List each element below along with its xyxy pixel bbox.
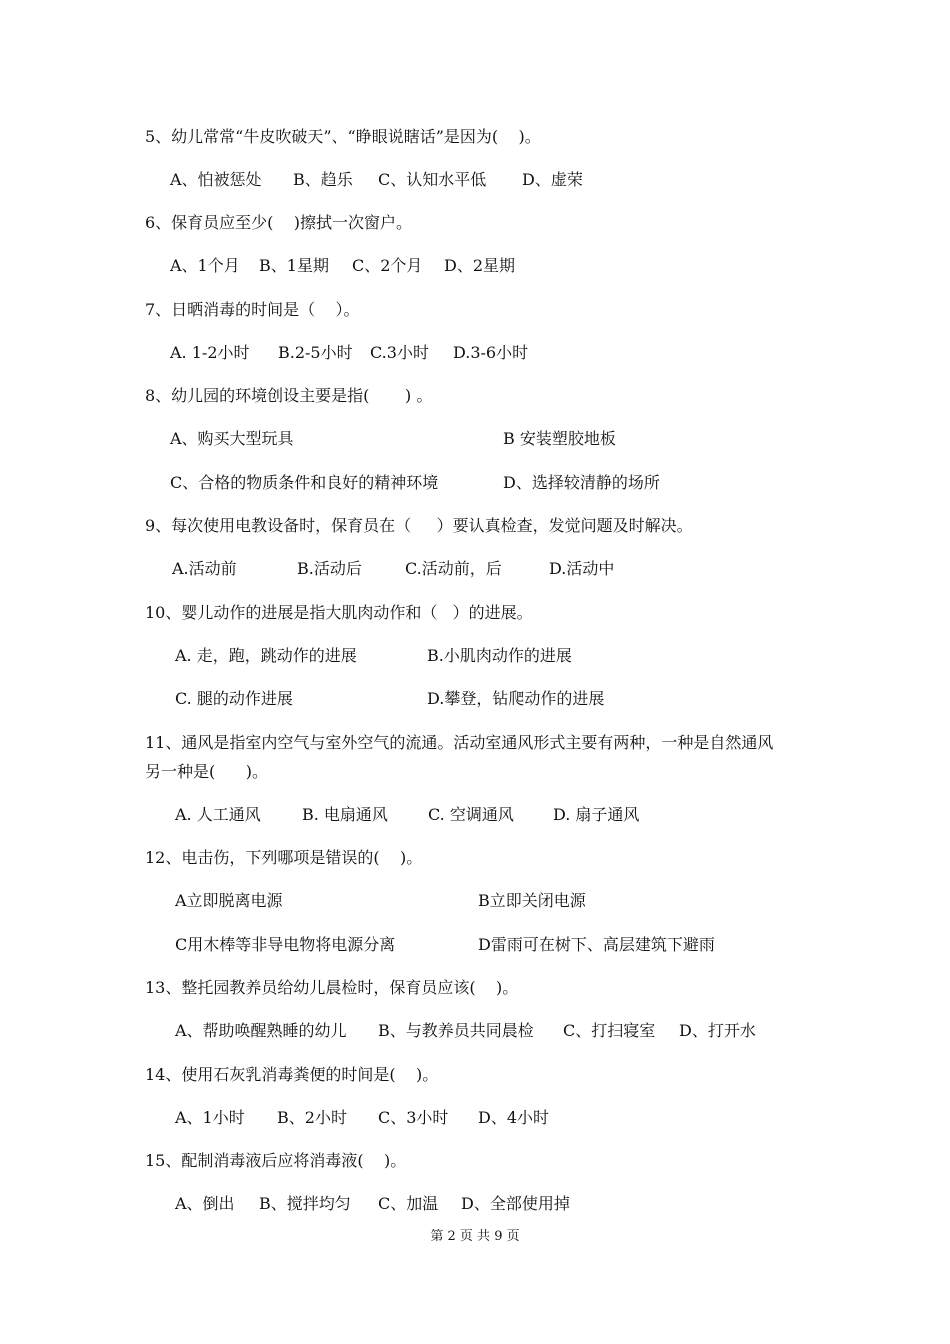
option-10d: D.攀登，钻爬动作的进展 [427, 689, 605, 708]
option-5d: D、虚荣 [522, 170, 583, 189]
option-8a: A、购买大型玩具 [170, 429, 294, 448]
option-8d: D、选择较清静的场所 [503, 473, 660, 492]
option-10c: C. 腿的动作进展 [175, 689, 293, 708]
option-13a: A、帮助唤醒熟睡的幼儿 [175, 1021, 347, 1040]
question-8: 8、幼儿园的环境创设主要是指( ) 。 [145, 386, 433, 405]
option-13d: D、打开水 [679, 1021, 756, 1040]
question-14: 14、使用石灰乳消毒粪便的时间是( )。 [145, 1065, 439, 1084]
question-15: 15、配制消毒液后应将消毒液( )。 [145, 1151, 407, 1170]
option-13b: B、与教养员共同晨检 [378, 1021, 534, 1040]
option-15a: A、倒出 [175, 1194, 235, 1213]
option-14c: C、3小时 [378, 1108, 449, 1127]
option-11a: A. 人工通风 [175, 805, 261, 824]
option-7d: D.3-6小时 [453, 343, 529, 362]
option-13c: C、打扫寝室 [563, 1021, 656, 1040]
option-14a: A、1小时 [175, 1108, 245, 1127]
option-10b: B.小肌肉动作的进展 [427, 646, 572, 665]
option-12c: C用木棒等非导电物将电源分离 [175, 935, 396, 954]
option-11d: D. 扇子通风 [553, 805, 640, 824]
question-5: 5、幼儿常常“牛皮吹破天”、“睁眼说瞎话”是因为( )。 [145, 127, 541, 146]
option-5b: B、趋乐 [293, 170, 353, 189]
question-11-continued: 另一种是( )。 [145, 762, 269, 781]
question-13: 13、整托园教养员给幼儿晨检时，保育员应该( )。 [145, 978, 519, 997]
option-7c: C.3小时 [370, 343, 429, 362]
question-7: 7、日晒消毒的时间是（ ）。 [145, 300, 360, 319]
option-11b: B. 电扇通风 [302, 805, 388, 824]
option-11c: C. 空调通风 [428, 805, 514, 824]
option-5a: A、怕被惩处 [170, 170, 262, 189]
option-15b: B、搅拌均匀 [259, 1194, 351, 1213]
option-6b: B、1星期 [259, 256, 329, 275]
option-15c: C、加温 [378, 1194, 439, 1213]
option-15d: D、全部使用掉 [461, 1194, 570, 1213]
question-9: 9、每次使用电教设备时，保育员在（ ）要认真检查，发觉问题及时解决。 [145, 516, 693, 535]
question-11: 11、通风是指室内空气与室外空气的流通。活动室通风形式主要有两种，一种是自然通风 [145, 733, 774, 752]
option-14b: B、2小时 [277, 1108, 347, 1127]
option-5c: C、认知水平低 [378, 170, 487, 189]
option-8b: B 安装塑胶地板 [503, 429, 616, 448]
question-10: 10、婴儿动作的进展是指大肌肉动作和（ ）的进展。 [145, 603, 533, 622]
option-6c: C、2个月 [352, 256, 423, 275]
option-9c: C.活动前，后 [405, 559, 502, 578]
question-6: 6、保育员应至少( )擦拭一次窗户。 [145, 213, 413, 232]
option-9d: D.活动中 [549, 559, 615, 578]
option-14d: D、4小时 [478, 1108, 550, 1127]
option-6a: A、1个月 [170, 256, 240, 275]
option-7b: B.2-5小时 [278, 343, 353, 362]
option-9a: A.活动前 [172, 559, 237, 578]
option-12b: B立即关闭电源 [478, 891, 586, 910]
option-12a: A立即脱离电源 [175, 891, 283, 910]
option-12d: D雷雨可在树下、高层建筑下避雨 [478, 935, 715, 954]
page-footer: 第 2 页 共 9 页 [430, 1229, 520, 1244]
question-12: 12、电击伤，下列哪项是错误的( )。 [145, 848, 423, 867]
option-6d: D、2星期 [444, 256, 516, 275]
option-7a: A. 1-2小时 [170, 343, 250, 362]
option-8c: C、合格的物质条件和良好的精神环境 [170, 473, 439, 492]
option-10a: A. 走，跑，跳动作的进展 [175, 646, 357, 665]
option-9b: B.活动后 [297, 559, 362, 578]
